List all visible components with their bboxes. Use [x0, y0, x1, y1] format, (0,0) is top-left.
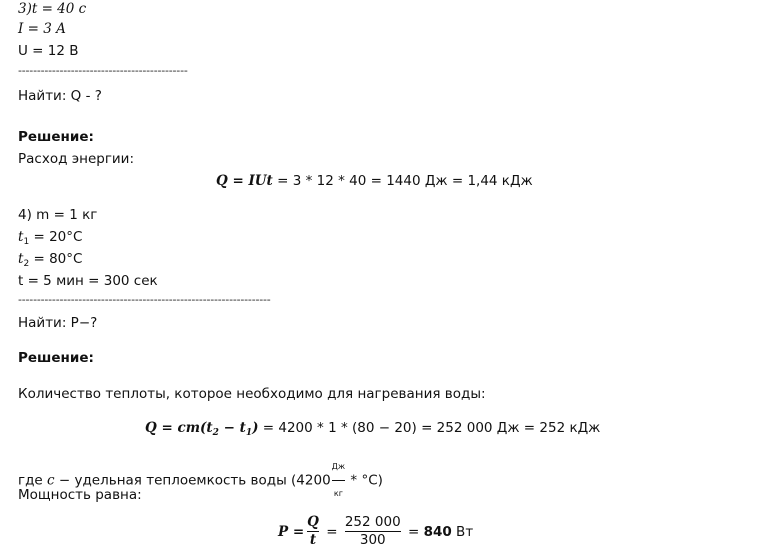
fraction-values-denominator: 300	[359, 532, 386, 548]
unit-fraction	[332, 455, 345, 506]
given-t2-sub: 2	[23, 259, 30, 269]
energy-consumption-label: Расход энергии:	[18, 151, 135, 167]
given-t1-sub: 1	[23, 237, 30, 247]
find-p3-text: Найти: Q - ?	[18, 88, 102, 104]
find-p3	[18, 87, 102, 105]
formula-energy	[216, 171, 533, 191]
given-t1	[18, 228, 82, 251]
formula-heat-rhs: = 4200 * 1 * (80 − 20) = 252 000 Дж = 252 кДж	[258, 420, 601, 436]
given-voltage	[18, 42, 79, 60]
formula-heat-sub1: 1	[245, 428, 253, 438]
formula-energy-lhs: Q = IUt	[216, 173, 273, 189]
specific-heat-var: c	[47, 472, 55, 489]
given-time-p3	[18, 0, 86, 18]
fraction-values	[345, 515, 401, 548]
formula-power	[278, 515, 473, 548]
formula-power-eq1: =	[321, 523, 342, 540]
given-time-p4: t = 5 мин = 300 сек	[18, 273, 158, 289]
formula-power-eq2: =	[403, 523, 424, 540]
formula-heat-sub2: 2	[212, 428, 219, 438]
given-t2-val: = 80°C	[29, 251, 83, 267]
fraction-q-numerator: Q	[307, 514, 319, 530]
heat-amount-label: Количество теплоты, которое необходимо для нагревания воды:	[18, 386, 486, 402]
divider-p4: -------------------------------------------------------------------	[18, 293, 271, 306]
fraction-q-over-t	[307, 515, 319, 548]
given-t1-val: = 20°C	[29, 229, 83, 245]
given-t2-var: t	[18, 251, 24, 267]
given-current	[18, 20, 66, 38]
unit-fraction-bar	[332, 480, 345, 481]
given-t1-var: t	[18, 229, 24, 245]
given-mass: 4) m = 1 кг	[18, 207, 98, 223]
given-time-p3-text: 3)t = 40 c	[18, 1, 87, 17]
solution-heading-p4: Решение:	[18, 350, 94, 366]
specific-heat-note-c: * °C)	[346, 472, 383, 489]
fraction-values-numerator: 252 000	[344, 514, 401, 530]
unit-denominator: кг	[333, 489, 343, 498]
formula-energy-rhs: = 3 * 12 * 40 = 1440 Дж = 1,44 кДж	[272, 173, 533, 189]
specific-heat-note-b: − удельная теплоемкость воды (4200	[54, 472, 331, 489]
unit-numerator: Дж	[331, 462, 346, 471]
formula-heat-lhs: Q = cm(t	[145, 420, 213, 436]
power-answer: 840	[423, 523, 452, 540]
find-p4: Найти: P−?	[18, 315, 98, 331]
fraction-t-denominator: t	[309, 532, 317, 548]
solution-heading-p3: Решение:	[18, 129, 94, 145]
power-answer-unit: Вт	[451, 523, 474, 540]
specific-heat-note-a: где	[18, 472, 48, 489]
formula-heat	[145, 418, 600, 443]
power-label: Мощность равна:	[18, 487, 142, 503]
given-voltage-text: U = 12 В	[18, 43, 79, 59]
divider-p3: ---------------------------------------------	[18, 64, 188, 77]
given-current-text: I = 3 A	[18, 21, 66, 37]
formula-heat-close: )	[252, 420, 259, 436]
formula-heat-mid: − t	[218, 420, 246, 436]
given-t2	[18, 250, 82, 273]
formula-power-lhs: P =	[278, 523, 305, 540]
